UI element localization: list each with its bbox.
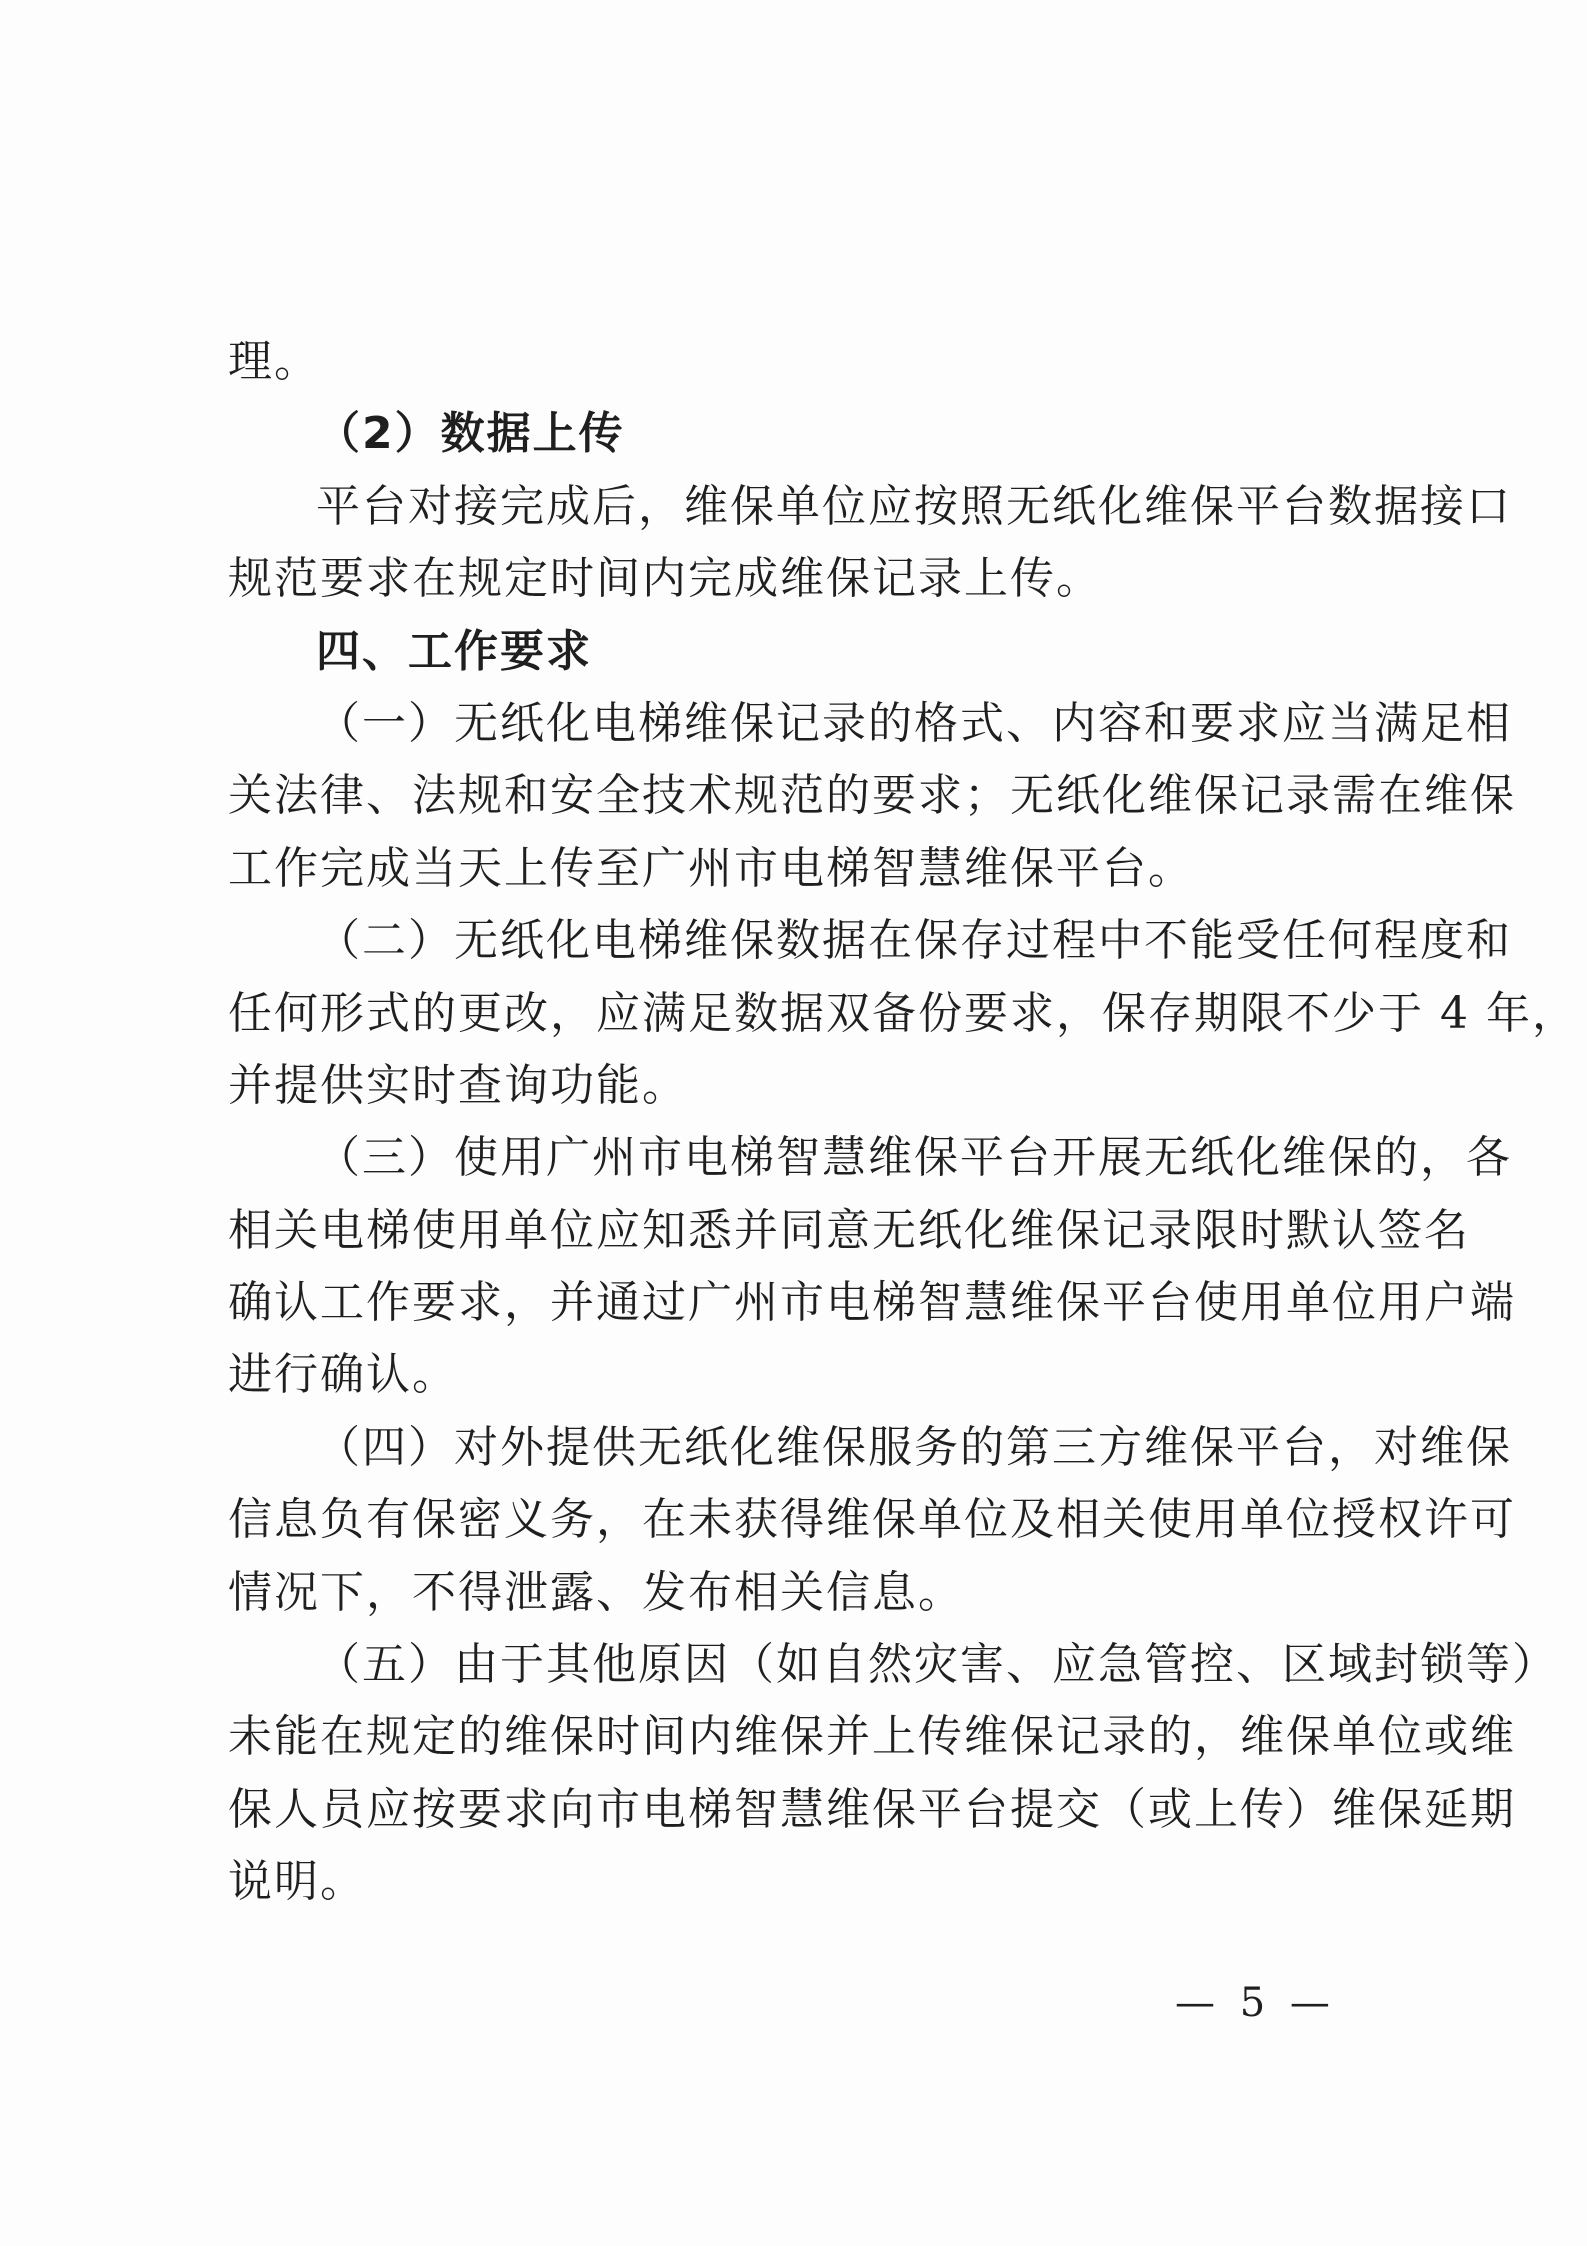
- paragraph-line: 确认工作要求，并通过广州市电梯智慧维保平台使用单位用户端: [228, 1277, 1516, 1329]
- paragraph-line: 并提供实时查询功能。: [228, 1059, 688, 1111]
- paragraph-line: 情况下，不得泄露、发布相关信息。: [228, 1566, 964, 1618]
- paragraph-line: 未能在规定的维保时间内维保并上传维保记录的，维保单位或维: [228, 1711, 1516, 1763]
- paragraph-line: 任何形式的更改，应满足数据双备份要求，保存期限不少于 4 年，: [228, 987, 1578, 1039]
- paragraph-line: 关法律、法规和安全技术规范的要求；无纸化维保记录需在维保: [228, 770, 1516, 822]
- paragraph-line: （五）由于其他原因（如自然灾害、应急管控、区域封锁等）: [316, 1639, 1558, 1691]
- paragraph-line: 进行确认。: [228, 1349, 458, 1401]
- paragraph-line: 理。: [228, 336, 320, 387]
- page-number: — 5 —: [1175, 1980, 1336, 2026]
- paragraph-line: 工作完成当天上传至广州市电梯智慧维保平台。: [228, 842, 1194, 894]
- paragraph-line: 平台对接完成后，维保单位应按照无纸化维保平台数据接口: [316, 480, 1512, 532]
- paragraph-line: 保人员应按要求向市电梯智慧维保平台提交（或上传）维保延期: [228, 1783, 1516, 1835]
- document-body: [228, 326, 1578, 1919]
- paragraph-line: 相关电梯使用单位应知悉并同意无纸化维保记录限时默认签名: [228, 1204, 1470, 1256]
- paragraph-line: （三）使用广州市电梯智慧维保平台开展无纸化维保的，各: [316, 1132, 1512, 1184]
- section-heading-work-requirements: 四、工作要求: [316, 625, 592, 677]
- paragraph-line: 说明。: [228, 1856, 366, 1908]
- paragraph-line: 信息负有保密义务，在未获得维保单位及相关使用单位授权许可: [228, 1494, 1516, 1546]
- paragraph-line: 规范要求在规定时间内完成维保记录上传。: [228, 553, 1102, 605]
- paragraph-line: （二）无纸化电梯维保数据在保存过程中不能受任何程度和: [316, 915, 1512, 967]
- paragraph-line: （一）无纸化电梯维保记录的格式、内容和要求应当满足相: [316, 697, 1512, 749]
- section-heading-data-upload: （2）数据上传: [316, 408, 625, 460]
- paragraph-line: （四）对外提供无纸化维保服务的第三方维保平台，对维保: [316, 1421, 1512, 1473]
